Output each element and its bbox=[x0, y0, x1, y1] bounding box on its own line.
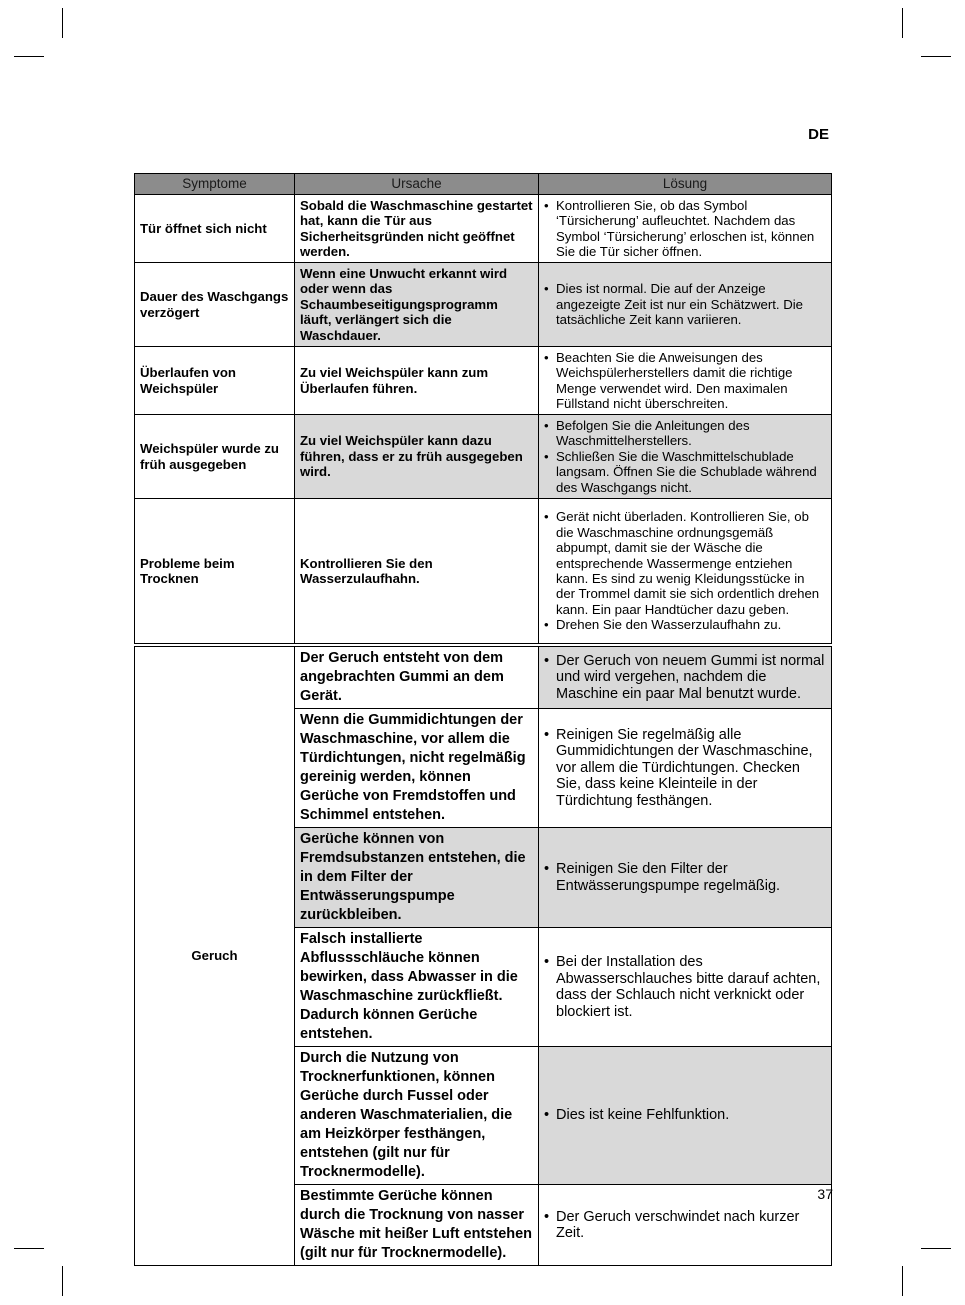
crop-mark bbox=[921, 56, 951, 57]
table-row bbox=[135, 499, 832, 644]
solution-item: • Bei der Installation des Abwasserschlauches bitte darauf achten, dass der Schlauch nicht verknickt oder blockiert ist. bbox=[544, 954, 826, 1020]
cause-cell: Wenn eine Unwucht erkannt wird oder wenn das Schaumbeseitigungsprogramm läuft, verlängert sich die Waschdauer. bbox=[295, 263, 539, 347]
table-row bbox=[135, 647, 832, 709]
cause-cell: Wenn die Gummidichtungen der Waschmaschine, vor allem die Türdichtungen, nicht regelmäßig gereinig werden, können Gerüche von Fremdstoffen und Schimmel entstehen. bbox=[295, 709, 539, 828]
solution-item: • Der Geruch von neuem Gummi ist normal und wird vergehen, nachdem die Maschine ein paar Mal benutzt wurde. bbox=[544, 653, 826, 703]
cause-cell: Kontrollieren Sie den Wasserzulaufhahn. bbox=[295, 499, 539, 644]
solution-cell bbox=[539, 1047, 832, 1185]
solution-item: • Gerät nicht überladen. Kontrollieren Sie, ob die Waschmaschine ordnungsgemäß abpumpt, damit sie der Wäsche die entsprechende Wassermenge entziehen kann. Es sind zu wenig Kleidungsstücke in der Trommel damit sie sich ordentlich drehen kann. Ein paar Handtücher dazu geben. bbox=[544, 509, 826, 617]
solution-item: • Befolgen Sie die Anleitungen des Waschmittelherstellers. bbox=[544, 418, 826, 449]
solution-cell bbox=[539, 1185, 832, 1266]
solution-item: • Beachten Sie die Anweisungen des Weichspülerherstellers damit die richtige Menge verwendet wird. Den maximalen Füllstand nicht überschreiten. bbox=[544, 350, 826, 412]
table-row bbox=[135, 263, 832, 347]
solution-cell bbox=[539, 647, 832, 709]
column-header-solution: Lösung bbox=[539, 174, 832, 195]
solution-item: • Reinigen Sie regelmäßig alle Gummidichtungen der Waschmaschine, vor allem die Türdichtungen. Checken Sie, dass keine Kleinteile in der Türdichtung festhängen. bbox=[544, 727, 826, 810]
solution-cell bbox=[539, 928, 832, 1047]
solution-item: • Schließen Sie die Waschmittelschublade langsam. Öffnen Sie die Schublade während des Waschgangs nicht. bbox=[544, 449, 826, 495]
table-row bbox=[135, 415, 832, 499]
language-label: DE bbox=[808, 126, 829, 143]
crop-mark bbox=[902, 8, 903, 38]
table-row bbox=[135, 195, 832, 263]
symptom-cell: Weichspüler wurde zu früh ausgegeben bbox=[135, 415, 295, 499]
column-header-symptoms: Symptome bbox=[135, 174, 295, 195]
solution-item: • Kontrollieren Sie, ob das Symbol ‘Türsicherung’ aufleuchtet. Nachdem das Symbol ‘Türsicherung’ erloschen ist, können Sie die Tür sicher öffnen. bbox=[544, 198, 826, 260]
cause-cell: Durch die Nutzung von Trocknerfunktionen, können Gerüche durch Fussel oder anderen Waschmaterialien, die am Heizkörper festhängen, entstehen (gilt nur für Trocknermodelle). bbox=[295, 1047, 539, 1185]
solution-cell bbox=[539, 347, 832, 415]
solution-item: • Dies ist keine Fehlfunktion. bbox=[544, 1107, 826, 1124]
symptom-cell: Probleme beim Trocknen bbox=[135, 499, 295, 644]
symptom-cell: Dauer des Waschgangs verzögert bbox=[135, 263, 295, 347]
cause-cell: Zu viel Weichspüler kann zum Überlaufen führen. bbox=[295, 347, 539, 415]
cause-cell: Bestimmte Gerüche können durch die Trocknung von nasser Wäsche mit heißer Luft entstehen (gilt nur für Trocknermodelle). bbox=[295, 1185, 539, 1266]
solution-item: • Drehen Sie den Wasserzulaufhahn zu. bbox=[544, 617, 826, 632]
solution-cell bbox=[539, 263, 832, 347]
cause-cell: Sobald die Waschmaschine gestartet hat, kann die Tür aus Sicherheitsgründen nicht geöffnet werden. bbox=[295, 195, 539, 263]
crop-mark bbox=[14, 1248, 44, 1249]
crop-mark bbox=[921, 1248, 951, 1249]
solution-item: • Dies ist normal. Die auf der Anzeige angezeigte Zeit ist nur ein Schätzwert. Die tatsächliche Zeit kann variieren. bbox=[544, 281, 826, 327]
solution-cell bbox=[539, 415, 832, 499]
page-number: 37 bbox=[817, 1186, 833, 1202]
crop-mark bbox=[14, 56, 44, 57]
symptom-cell: Tür öffnet sich nicht bbox=[135, 195, 295, 263]
cause-cell: Der Geruch entsteht von dem angebrachten Gummi an dem Gerät. bbox=[295, 647, 539, 709]
column-header-cause: Ursache bbox=[295, 174, 539, 195]
crop-mark bbox=[902, 1266, 903, 1296]
solution-item: • Der Geruch verschwindet nach kurzer Zeit. bbox=[544, 1209, 826, 1242]
solution-cell bbox=[539, 709, 832, 828]
solution-cell bbox=[539, 195, 832, 263]
solution-cell bbox=[539, 828, 832, 928]
crop-mark bbox=[62, 8, 63, 38]
solution-item: • Reinigen Sie den Filter der Entwässerungspumpe regelmäßig. bbox=[544, 861, 826, 894]
crop-mark bbox=[62, 1266, 63, 1296]
troubleshooting-table bbox=[134, 173, 832, 1266]
symptom-cell: Überlaufen von Weichspüler bbox=[135, 347, 295, 415]
symptom-cell-odor: Geruch bbox=[135, 647, 295, 1266]
solution-cell bbox=[539, 499, 832, 644]
table-row bbox=[135, 347, 832, 415]
table-header-row bbox=[135, 174, 832, 195]
cause-cell: Zu viel Weichspüler kann dazu führen, dass er zu früh ausgegeben wird. bbox=[295, 415, 539, 499]
cause-cell: Gerüche können von Fremdsubstanzen entstehen, die in dem Filter der Entwässerungspumpe zurückbleiben. bbox=[295, 828, 539, 928]
cause-cell: Falsch installierte Abflussschläuche können bewirken, dass Abwasser in die Waschmaschine zurückfließt. Dadurch können Gerüche entstehen. bbox=[295, 928, 539, 1047]
